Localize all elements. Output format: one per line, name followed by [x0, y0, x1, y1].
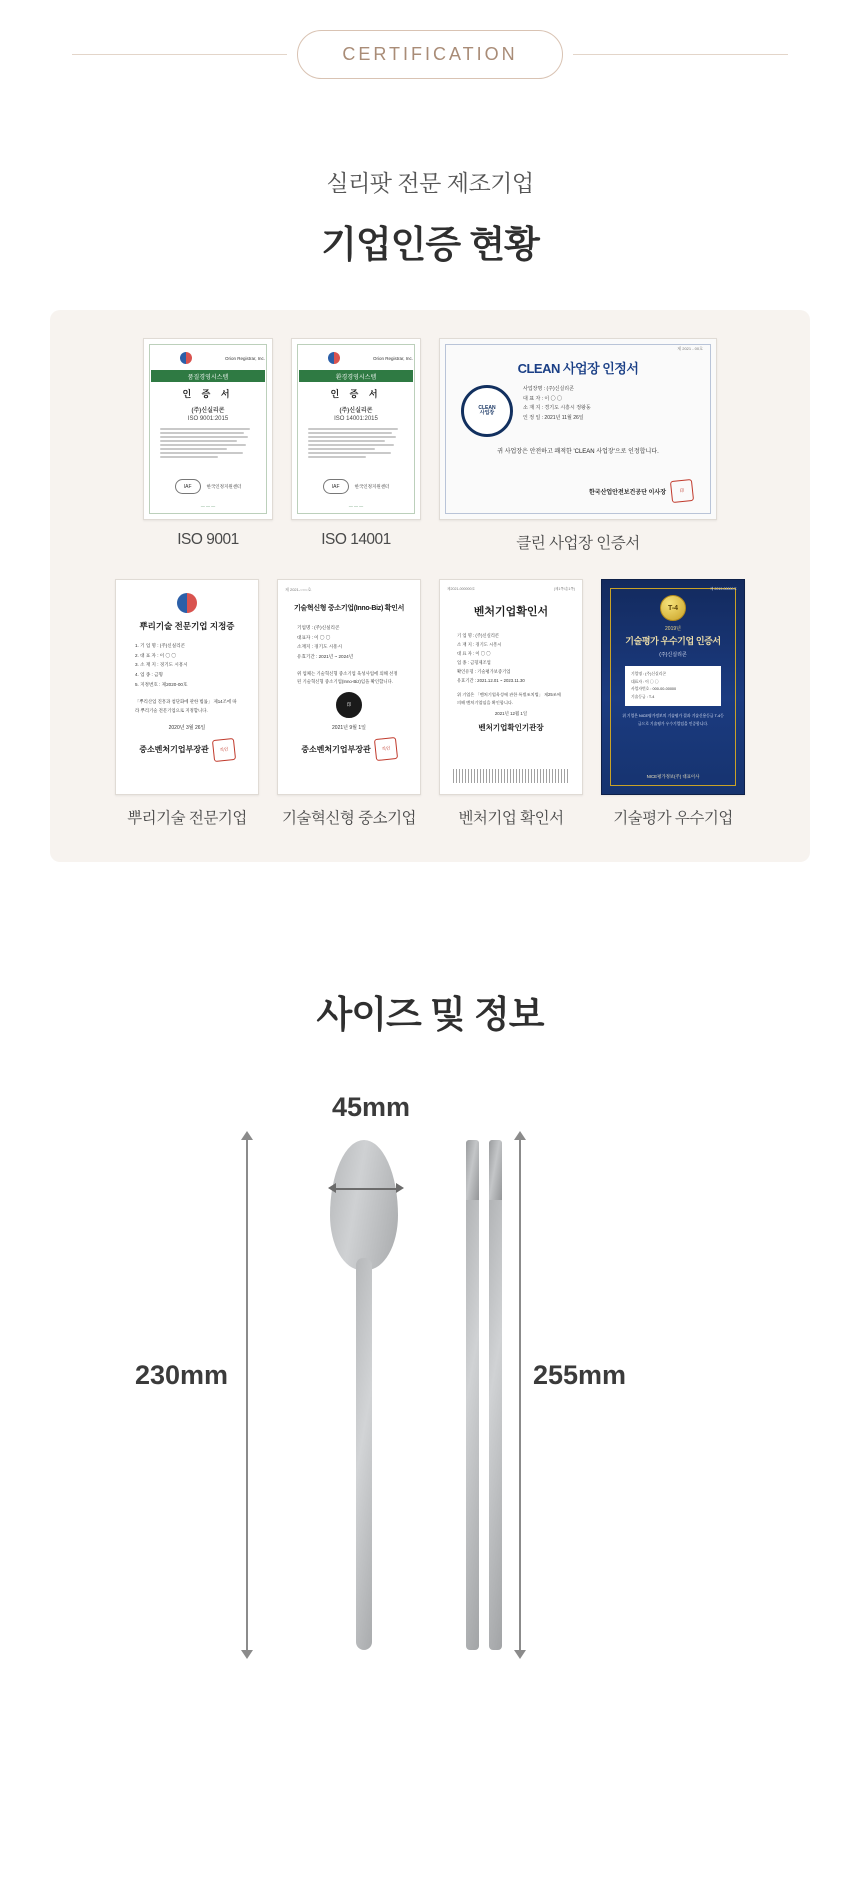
certificate-item-clean — [439, 338, 717, 553]
doc-field: 2. 대 표 자 : 이 〇 〇 — [135, 652, 176, 658]
certificate-item-tech-eval — [601, 579, 745, 828]
divider-right — [573, 54, 788, 55]
doc-date: 2020년 3월 26일 — [168, 724, 206, 731]
emboss-seal-icon: 印 — [336, 692, 362, 718]
doc-footer: 한국인정지원센터 — [354, 483, 390, 489]
certificate-caption: 기술평가 우수기업 — [613, 810, 733, 827]
certification-title: 기업인증 현황 — [321, 224, 539, 265]
doc-heading: 벤처기업확인서 — [473, 606, 549, 618]
certificate-image-venture: 제2021-000000호 (제1쪽/총1쪽) 벤처기업확인서 기 업 명 : (주)신실리콘 소 재 지 : 경기도 시흥시 대 표 자 : 이 〇 〇 업 종 : 금형제조업 확인유형 : 기술평가보증기업 유효기간 : 2021.12.01 ~ 2023.11.30 위 기업은 「벤처기업육성에 관한 특별조치법」 제25조에 의해 벤처기업임을 확인합니다. 2021년 12월 1일 벤처기업확인기관장 — [439, 579, 583, 795]
official-seal-icon: 印 — [670, 479, 694, 503]
orion-logo-icon — [180, 352, 192, 364]
doc-body: 「뿌리산업 진흥과 첨단화에 관한 법률」 제14조에 따라 뿌리기술 전문기업으로 지정합니다. — [135, 699, 237, 713]
measurement-label-spoon-width: 45mm — [332, 1092, 411, 1122]
doc-field: 5. 지정번호 : 제2020-00호 — [135, 681, 188, 687]
doc-issuer: 벤처기업확인기관장 — [478, 723, 544, 733]
official-seal-icon: 직인 — [212, 738, 236, 762]
national-emblem-icon — [177, 593, 197, 613]
certificate-image-iso9001: Orion Registrar, Inc. 품질경영시스템 인 증 서 (주)신실리콘 ISO 9001:2015 IAF 한국인정지원센터 — — — — [143, 338, 273, 520]
doc-field: 3. 소 재 지 : 경기도 시흥시 — [135, 662, 188, 668]
doc-field: 소 재 지 : 경기도 시흥시 정왕동 — [523, 405, 591, 411]
chopstick-tip — [466, 1140, 479, 1200]
certificate-item-iso9001 — [143, 338, 273, 553]
iaf-mark-icon: IAF — [323, 479, 349, 494]
doc-org: Orion Registrar, Inc. — [372, 355, 413, 361]
certificate-panel — [50, 310, 810, 862]
doc-heading: CLEAN 사업장 인정서 — [517, 361, 639, 376]
doc-field: 대표자 : 이 〇 〇 — [631, 679, 659, 684]
orion-logo-icon — [328, 352, 340, 364]
barcode — [453, 769, 569, 783]
certificate-image-iso14001: Orion Registrar, Inc. 환경경영시스템 인 증 서 (주)신실리콘 ISO 14001:2015 IAF 한국인정지원센터 — — — — [291, 338, 421, 520]
doc-standard: ISO 14001:2015 — [334, 416, 378, 422]
doc-field: 대 표 자 : 이 〇 〇 — [457, 651, 491, 657]
doc-heading: 인 증 서 — [330, 389, 382, 399]
spoon-bowl — [330, 1140, 398, 1270]
divider-left — [72, 54, 287, 55]
grade-badge-icon: T-4 — [660, 595, 686, 621]
size-section-title: 사이즈 및 정보 — [316, 994, 544, 1035]
certificate-image-clean: 제 2021 - 00호 CLEAN 사업장 인정서 CLEAN 사업장 사업장명 : (주)신실리콘 대 표 자 : 이 〇 〇 소 재 지 : 경기도 시흥시 정왕동 인 정 일 : 2021년 11월 26일 귀 사업장은 안전하고 쾌적한 'CLEAN 사업장'으로 인정합니다. 한국산업안전보건공단 이사장 印 — [439, 338, 717, 520]
doc-field: 인 정 일 : 2021년 11월 26일 — [523, 414, 584, 421]
doc-standard: ISO 9001:2015 — [187, 416, 229, 422]
doc-field: 대 표 자 : 이 〇 〇 — [523, 395, 563, 402]
doc-body: 귀 사업장은 안전하고 쾌적한 'CLEAN 사업장'으로 인정합니다. — [497, 449, 659, 455]
size-diagram — [0, 1088, 860, 1668]
doc-issuer: 중소벤처기업부장관 — [139, 745, 209, 755]
certification-header — [0, 0, 860, 79]
spoon-handle — [356, 1258, 372, 1650]
chopstick-illustration-1 — [466, 1140, 479, 1650]
certificate-item-iso14001 — [291, 338, 421, 553]
doc-system: 환경경영시스템 — [299, 370, 413, 382]
doc-field: 4. 업 종 : 금형 — [135, 671, 163, 677]
doc-company: (주)신실리콘 — [191, 408, 225, 414]
doc-heading: 기술혁신형 중소기업(Inno-Biz) 확인서 — [293, 605, 405, 612]
doc-field: 유효기간 : 2021년 ~ 2024년 — [297, 653, 354, 659]
doc-field: 확인유형 : 기술평가보증기업 — [457, 669, 511, 675]
doc-field: 기술등급 : T-4 — [631, 694, 655, 699]
certificate-caption: 뿌리기술 전문기업 — [127, 810, 247, 827]
doc-field: 사업자번호 : 000-00-00000 — [631, 687, 677, 692]
doc-company: (주)신실리콘 — [339, 408, 373, 414]
doc-year: 2019년 — [665, 626, 681, 632]
official-seal-icon: 직인 — [374, 737, 398, 761]
doc-company: (주)신실리콘 — [659, 652, 687, 658]
certificate-item-innobiz — [277, 579, 421, 828]
certificate-row-1 — [78, 338, 782, 553]
certificate-item-venture — [439, 579, 583, 828]
certificate-caption: ISO 14001 — [321, 531, 391, 548]
doc-heading: 기술평가 우수기업 인증서 — [625, 636, 721, 646]
iaf-mark-icon: IAF — [175, 479, 201, 494]
doc-body: 위 업체는 기술혁신형 중소기업 육성사업에 의해 선정된 기술혁신형 중소기업(Inno-Biz)임을 확인합니다. — [297, 670, 398, 684]
certificate-row-2 — [78, 579, 782, 828]
doc-heading: 뿌리기술 전문기업 지정증 — [139, 621, 235, 631]
doc-field: 기업명 : (주)신실리콘 — [297, 625, 340, 630]
doc-issuer: 한국산업안전보건공단 이사장 — [588, 489, 666, 496]
certificate-image-root-tech — [115, 579, 259, 795]
spoon-illustration — [318, 1140, 410, 1650]
doc-field: 1. 기 업 명 : (주)신실리콘 — [135, 643, 186, 648]
chopstick-illustration-2 — [489, 1140, 502, 1650]
doc-date: 2021년 12월 1일 — [494, 711, 528, 717]
clean-workplace-logo-icon: CLEAN 사업장 — [461, 385, 513, 437]
doc-body: 위 기업은 NICE평가정보의 기술평가 결과 기술신용등급 T-4등급으로 기술평가 우수기업임을 인증합니다. — [622, 714, 724, 726]
doc-field: 업 종 : 금형제조업 — [457, 660, 491, 666]
certification-subtitle: 실리팟 전문 제조기업 — [326, 170, 534, 196]
measurement-label-chopstick-length: 255mm — [533, 1360, 627, 1390]
doc-org: Orion Registrar, Inc. — [224, 355, 265, 361]
certificate-caption: 벤처기업 확인서 — [458, 810, 564, 827]
doc-field: 기업명 : (주)신실리콘 — [631, 672, 667, 676]
measurement-label-spoon-length: 230mm — [135, 1360, 229, 1390]
doc-heading: 인 증 서 — [182, 389, 234, 399]
doc-issuer: NICE평가정보(주) 대표이사 — [646, 774, 700, 779]
certificate-caption: 기술혁신형 중소기업 — [281, 810, 417, 827]
doc-issuer: 중소벤처기업부장관 — [301, 744, 371, 754]
certificate-image-tech-eval: 제 2019-00000호 T-4 2019년 기술평가 우수기업 인증서 (주)신실리콘 기업명 : (주)신실리콘 대표자 : 이 〇 〇 사업자번호 : 000-00-00000 기술등급 : T-4 위 기업은 NICE평가정보의 기술평가 결과 기술신용등급 T-4등급으로 기술평가 우수기업임을 인증합니다. NICE평가정보(주) 대표이사 — [601, 579, 745, 795]
doc-field: 소 재 지 : 경기도 시흥시 — [457, 642, 502, 648]
certification-badge: CERTIFICATION — [297, 30, 562, 79]
certificate-caption: ISO 9001 — [177, 531, 239, 548]
doc-field: 사업장명 : (주)신실리콘 — [523, 386, 574, 392]
certificate-image-innobiz: 제 2021-○○○호 기술혁신형 중소기업(Inno-Biz) 확인서 기업명 : (주)신실리콘 대표자 : 이 〇 〇 소재지 : 경기도 시흥시 유효기간 : 2021년 ~ 2024년 위 업체는 기술혁신형 중소기업 육성사업에 의해 선정된 기술혁신형 중소기업(Inno-Biz)임을 확인합니다. 印 2021년 9월 1일 중소벤처기업부장관 직인 — [277, 579, 421, 795]
doc-field: 소재지 : 경기도 시흥시 — [297, 644, 343, 650]
doc-body: 위 기업은 「벤처기업육성에 관한 특별조치법」 제25조에 의해 벤처기업임을 확인합니다. — [457, 692, 561, 706]
doc-date: 2021년 9월 1일 — [332, 725, 366, 732]
chopstick-tip — [489, 1140, 502, 1200]
certificate-caption: 클린 사업장 인증서 — [516, 535, 640, 552]
certificate-item-root-tech — [115, 579, 259, 828]
doc-field: 기 업 명 : (주)신실리콘 — [457, 633, 500, 638]
doc-field: 대표자 : 이 〇 〇 — [297, 634, 331, 640]
doc-field: 유효기간 : 2021.12.01 ~ 2023.11.30 — [457, 678, 525, 684]
doc-footer: 한국인정지원센터 — [206, 483, 242, 489]
doc-system: 품질경영시스템 — [151, 370, 265, 382]
